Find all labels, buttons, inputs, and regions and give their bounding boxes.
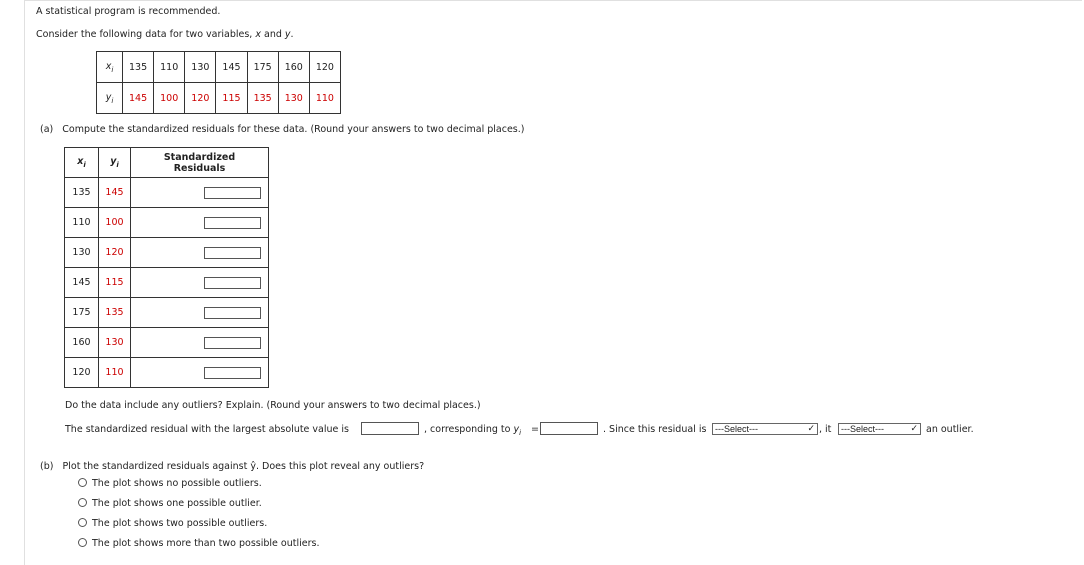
corresponding-y-input[interactable] (540, 422, 598, 435)
part-a-label: (a) (40, 124, 54, 135)
y-value: 115 (216, 83, 247, 114)
residual-input-1[interactable] (204, 187, 261, 199)
table-row (65, 178, 269, 208)
y-row (97, 83, 341, 114)
row-y: 110 (99, 358, 131, 388)
row-x: 160 (65, 328, 99, 358)
chevron-down-icon: ✓ (910, 423, 918, 433)
table-row (65, 208, 269, 238)
row-y: 120 (99, 238, 131, 268)
consider-prefix: Consider the following data for two variables, (36, 29, 253, 40)
var-y: y (284, 29, 291, 40)
data-table (96, 51, 341, 114)
outlier-sentence-start: The standardized residual with the largest absolute value is (65, 424, 349, 435)
x-value: 130 (185, 52, 216, 83)
row-x: 135 (65, 178, 99, 208)
residuals-table (64, 147, 269, 388)
row-y: 135 (99, 298, 131, 328)
radio-circle-icon[interactable] (78, 518, 87, 527)
y-value: 110 (309, 83, 340, 114)
table-row (65, 238, 269, 268)
residual-input-6[interactable] (204, 337, 261, 349)
radio-label: The plot shows one possible outlier. (92, 498, 262, 509)
radio-label: The plot shows no possible outliers. (92, 478, 262, 489)
x-value: 120 (309, 52, 340, 83)
x-value: 160 (278, 52, 309, 83)
col-header-x: $x_i$ (65, 148, 99, 178)
yhat-symbol: ŷ (250, 461, 256, 472)
corresponding-text: , corresponding to (424, 424, 511, 435)
row-y: 100 (99, 208, 131, 238)
radio-label: The plot shows two possible outliers. (92, 518, 268, 529)
table-row (65, 328, 269, 358)
outlier-sentence-mid (424, 424, 521, 437)
y-value: 100 (154, 83, 185, 114)
x-row (97, 52, 341, 83)
x-value: 135 (123, 52, 154, 83)
radio-label: The plot shows more than two possible outliers. (92, 538, 320, 549)
col-header-y: $y_i$ (99, 148, 131, 178)
residual-input-2[interactable] (204, 217, 261, 229)
consider-suffix: . (290, 29, 294, 40)
select2-value: ---Select--- (841, 424, 884, 434)
residual-input-7[interactable] (204, 367, 261, 379)
row-x: 175 (65, 298, 99, 328)
table-row (65, 268, 269, 298)
radio-option[interactable] (78, 538, 319, 549)
radio-circle-icon[interactable] (78, 538, 87, 547)
radio-option[interactable] (78, 478, 262, 489)
part-b-text-post: . Does this plot reveal any outliers? (256, 461, 425, 472)
since-text: . Since this residual is (603, 424, 707, 435)
largest-residual-input[interactable] (361, 422, 419, 435)
row-x: 110 (65, 208, 99, 238)
residuals-header-row (65, 148, 269, 178)
equals-sign: = (531, 424, 539, 435)
residual-input-4[interactable] (204, 277, 261, 289)
table-row (65, 358, 269, 388)
x-header: $x_i$ (97, 52, 123, 83)
col-header-residuals: Standardized Residuals (131, 148, 269, 178)
part-a-prompt (40, 124, 524, 135)
table-row (65, 298, 269, 328)
select1-value: ---Select--- (715, 424, 758, 434)
part-b-text-pre: Plot the standardized residuals against (62, 461, 248, 472)
y-header: $y_i$ (97, 83, 123, 114)
it-text: , it (819, 424, 832, 435)
consider-and: and (264, 29, 282, 40)
y-value: 120 (185, 83, 216, 114)
residual-classification-select[interactable] (712, 423, 818, 435)
y-value: 145 (123, 83, 154, 114)
residual-input-3[interactable] (204, 247, 261, 259)
part-b-prompt (40, 461, 424, 472)
y-value: 130 (278, 83, 309, 114)
row-x: 120 (65, 358, 99, 388)
row-x: 145 (65, 268, 99, 298)
residual-input-5[interactable] (204, 307, 261, 319)
radio-option[interactable] (78, 498, 262, 509)
x-value: 110 (154, 52, 185, 83)
row-x: 130 (65, 238, 99, 268)
intro-text: A statistical program is recommended. (36, 6, 221, 17)
radio-circle-icon[interactable] (78, 478, 87, 487)
row-y: 130 (99, 328, 131, 358)
outlier-verdict-select[interactable] (838, 423, 921, 435)
x-value: 145 (216, 52, 247, 83)
outlier-question: Do the data include any outliers? Explain. (Round your answers to two decimal places.) (65, 400, 481, 411)
var-x: x (255, 29, 261, 40)
yi-label: $y_i$ (513, 424, 522, 437)
consider-text (36, 29, 294, 40)
chevron-down-icon: ✓ (807, 423, 815, 433)
part-b-label: (b) (40, 461, 54, 472)
an-outlier-text: an outlier. (926, 424, 974, 435)
row-y: 145 (99, 178, 131, 208)
y-value: 135 (247, 83, 278, 114)
x-value: 175 (247, 52, 278, 83)
row-y: 115 (99, 268, 131, 298)
radio-circle-icon[interactable] (78, 498, 87, 507)
part-a-text: Compute the standardized residuals for these data. (Round your answers to two decimal places.) (62, 124, 525, 135)
radio-option[interactable] (78, 518, 267, 529)
